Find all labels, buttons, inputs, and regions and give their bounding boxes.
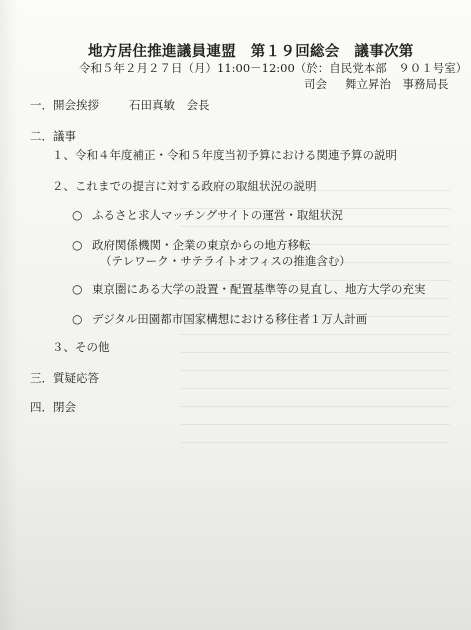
agenda-item-qa — [30, 370, 99, 386]
page-shadow-bottom — [0, 430, 471, 630]
document-title: 地方居住推進議員連盟 第１９回総会 議事次第 — [88, 43, 414, 60]
proceedings-subitem-1: １、令和４年度補正・令和５年度当初予算における関連予算の説明 — [52, 148, 397, 162]
subitem-2-bullet-2-continuation: （テレワーク・サテライトオフィスの推進含む） — [100, 254, 351, 268]
agenda-item-label: 開会挨拶 — [53, 98, 99, 112]
subitem-2-bullet-3 — [72, 281, 426, 297]
subitem-2-bullet-1 — [72, 207, 343, 223]
agenda-item-number: 三． — [30, 371, 53, 385]
agenda-item-number: 四． — [30, 400, 53, 414]
bullet-text: デジタル田園都市国家構想における移住者１万人計画 — [92, 312, 368, 326]
circle-bullet-icon: ○ — [72, 208, 83, 222]
agenda-item-label: 閉会 — [53, 400, 76, 414]
circle-bullet-icon: ○ — [72, 312, 83, 326]
proceedings-subitem-2: ２、これまでの提言に対する政府の取組状況の説明 — [52, 179, 317, 193]
chair-name: 舞立昇治 事務局長 — [345, 77, 449, 91]
agenda-item-label: 議事 — [53, 129, 76, 143]
opening-speaker: 石田真敏 会長 — [129, 98, 210, 112]
agenda-item-closing — [30, 399, 76, 415]
proceedings-subitem-3: ３、その他 — [52, 340, 110, 354]
agenda-item-opening-remarks — [30, 97, 210, 113]
agenda-item-number: 二． — [30, 129, 53, 143]
bullet-text: ふるさと求人マッチングサイトの運営・取組状況 — [92, 208, 343, 222]
chair-label: 司会 — [304, 77, 327, 91]
agenda-item-number: 一． — [30, 98, 53, 112]
agenda-item-label: 質疑応答 — [53, 371, 99, 385]
subitem-2-bullet-2 — [72, 237, 311, 253]
agenda-item-proceedings — [30, 128, 76, 144]
bullet-text: 東京圏にある大学の設置・配置基準等の見直し、地方大学の充実 — [92, 282, 426, 296]
bullet-text: 政府関係機関・企業の東京からの地方移転 — [92, 238, 311, 252]
meeting-date-place: 令和５年２月２７日（月）11:00－12:00（於：自民党本部 ９０１号室） — [79, 61, 468, 75]
circle-bullet-icon: ○ — [72, 238, 83, 252]
circle-bullet-icon: ○ — [72, 282, 83, 296]
subitem-2-bullet-4 — [72, 311, 367, 327]
meeting-chair — [304, 76, 449, 92]
